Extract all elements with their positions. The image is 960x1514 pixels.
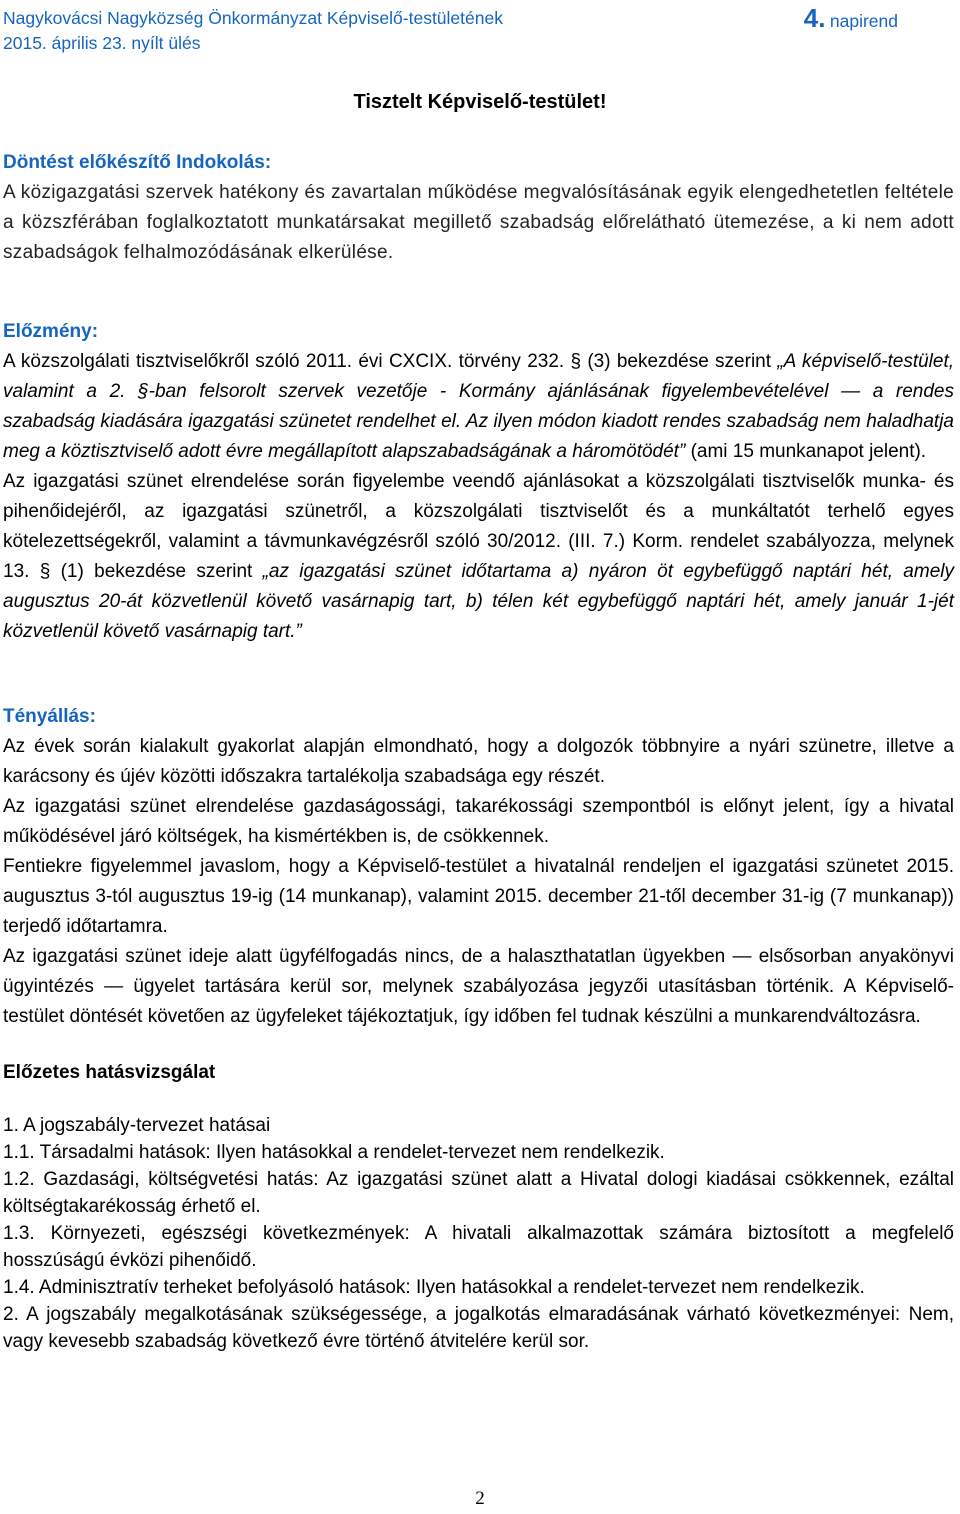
tenyallas-paragraph: Az igazgatási szünet ideje alatt ügyfélfogadás nincs, de a halaszthatatlan ügyekben ― elsősorban anyakönyvi ügyintézés ― ügyelet tartására kerül sor, melynek szabályozása jegyzői utasításban történik. A Képviselő-testület döntését követően az ügyfeleket tájékoztatjuk, így időben fel tudnak készülni a munkarendváltozásra. xyxy=(3,946,954,1027)
tenyallas-paragraph: Az évek során kialakult gyakorlat alapján elmondható, hogy a dolgozók többnyire a nyári szünetre, illetve a karácsony és újév közötti időszakra tartalékolja szabadsága egy részét. xyxy=(3,736,954,787)
page-number: 2 xyxy=(475,1488,485,1509)
agenda-label xyxy=(804,3,898,34)
section-indokolas xyxy=(3,148,954,268)
agenda-text: napirend xyxy=(829,11,898,31)
header-date: 2015. április 23. nyílt ülés xyxy=(3,33,201,53)
section-title-hatasvizsgalat: Előzetes hatásvizsgálat xyxy=(3,1062,216,1083)
section-title-elozmeny: Előzmény: xyxy=(3,321,99,342)
section-title-tenyallas: Tényállás: xyxy=(3,706,96,727)
elozmeny-text xyxy=(3,347,954,467)
hatas-item: 2. A jogszabály megalkotásának szükségessége, a jogalkotás elmaradásának várható következményei: Nem, vagy kevesebb szabadság következő évre történő átvitelére kerül sor. xyxy=(3,1304,954,1352)
hatas-item: 1.2. Gazdasági, költségvetési hatás: Az igazgatási szünet alatt a Hivatal dologi kiadásai csökkennek, ezáltal költségtakarékosság érhető el. xyxy=(3,1169,954,1217)
section-hatasvizsgalat xyxy=(3,1058,954,1355)
document-header xyxy=(3,6,503,56)
agenda-number: 4. xyxy=(803,3,826,33)
section-elozmeny xyxy=(3,317,954,647)
tenyallas-paragraph: Az igazgatási szünet elrendelése gazdaságossági, takarékossági szempontból is előnyt jelent, így a hivatal működésével járó költségek, ha kismértékben is, de csökkennek. xyxy=(3,796,954,847)
header-organization: Nagykovácsi Nagyközség Önkormányzat Képviselő-testületének xyxy=(3,8,503,28)
indokolas-text: A közigazgatási szervek hatékony és zavartalan működése megvalósításának egyik elengedhetetlen feltétele a közszférában foglalkoztatott munkatársakat megillető szabadság előrelátható ütemezése, a ki nem adott szabadságok felhalmozódásának elkerülése. xyxy=(3,182,954,263)
hatas-item: 1.3. Környezeti, egészségi következmények: A hivatali alkalmazottak számára biztosított a megfelelő hosszúságú évközi pihenőidő. xyxy=(3,1223,954,1271)
elozmeny-quote-1-tail: (ami 15 munkanapot jelent). xyxy=(685,441,927,462)
hatas-item: 1. A jogszabály-tervezet hatásai xyxy=(3,1115,271,1136)
section-title-indokolas: Döntést előkészítő Indokolás: xyxy=(3,152,272,173)
tenyallas-paragraph: Fentiekre figyelemmel javaslom, hogy a Képviselő-testület a hivatalnál rendeljen el igazgatási szünetet 2015. augusztus 3-tól augusztus 19-ig (14 munkanap), valamint 2015. december 21-től december 31-ig (7 munkanap)) terjedő időtartamra. xyxy=(3,856,954,937)
elozmeny-regulation xyxy=(3,467,954,647)
greeting: Tisztelt Képviselő-testület! xyxy=(353,91,607,113)
hatas-item: 1.4. Adminisztratív terheket befolyásoló hatások: Ilyen hatásokkal a rendelet-tervezet nem rendelkezik. xyxy=(3,1277,865,1298)
elozmeny-intro: A közszolgálati tisztviselőkről szóló 2011. évi CXCIX. törvény 232. § (3) bekezdése szerint xyxy=(3,351,772,372)
hatas-item: 1.1. Társadalmi hatások: Ilyen hatásokkal a rendelet-tervezet nem rendelkezik. xyxy=(3,1142,665,1163)
elozmeny-quote-1: „A képviselő-testület, valamint a 2. §-ban felsorolt szervek vezetője - Kormány ajánlásának figyelembevételével ― a rendes szabadság kiadására igazgatási szünetet rendelhet el. Az ilyen módon kiadott rendes szabadság nem haladhatja meg a köztisztviselő adott évre megállapított alapszabadságának a háromötödét” xyxy=(3,351,955,462)
elozmeny-quote-2: „az igazgatási szünet időtartama a) nyáron öt egybefüggő naptári hét, amely augusztus 20-át közvetlenül követő vasárnapig tart, b) télen két egybefüggő naptári hét, amely január 1-jét közvetlenül követő vasárnapig tart.” xyxy=(3,561,954,642)
section-tenyallas xyxy=(3,702,954,1032)
elozmeny-regulation-text: Az igazgatási szünet elrendelése során figyelembe veendő ajánlásokat a közszolgálati tisztviselők munka- és pihenőidejéről, az igazgatási szünetről, a közszolgálati tisztviselőt és a munkáltatót terhelő egyes kötelezettségekről, valamint a távmunkavégzésről szóló 30/2012. (III. 7.) Korm. rendelet szabályozza, melynek 13. § (1) bekezdése szerint xyxy=(3,471,954,582)
